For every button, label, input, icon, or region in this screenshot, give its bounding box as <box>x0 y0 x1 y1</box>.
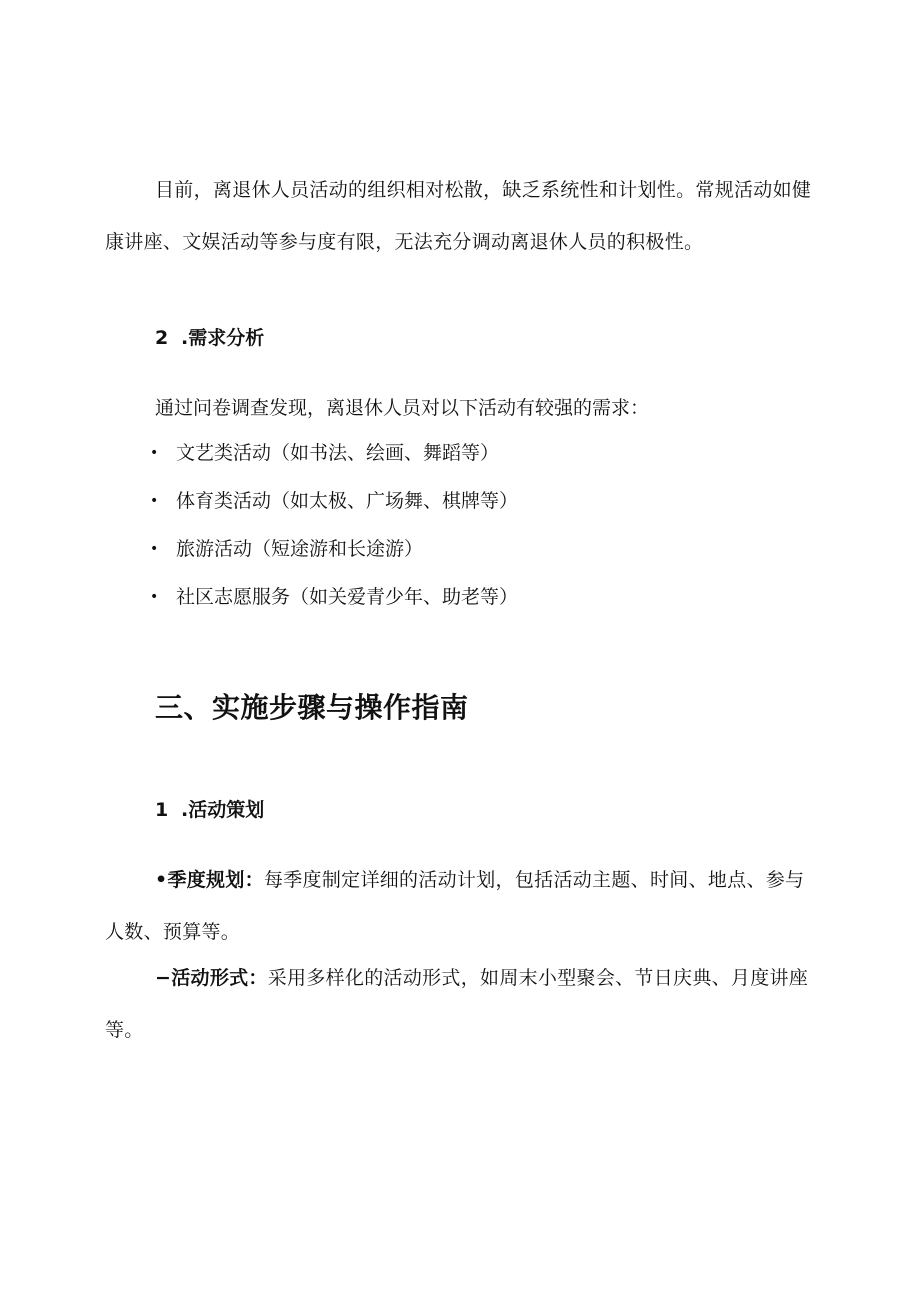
quarterly-planning-paragraph <box>105 854 817 958</box>
needs-analysis-title: .需求分析 <box>181 327 265 349</box>
chapter-heading: 三、实施步骤与操作指南 <box>155 691 469 724</box>
list-item <box>150 486 518 534</box>
activity-form-paragraph <box>105 952 817 1056</box>
quarterly-planning-label: •季度规划： <box>155 869 264 891</box>
bullet-icon: • <box>150 445 159 461</box>
list-item-text: 旅游活动（短途游和长途游） <box>176 538 424 560</box>
list-item <box>150 582 518 630</box>
activity-form-label: −活动形式： <box>155 967 268 989</box>
list-item <box>150 534 518 582</box>
list-item-text: 体育类活动（如太极、广场舞、棋牌等） <box>176 490 519 512</box>
intro-paragraph: 目前，离退休人员活动的组织相对松散，缺乏系统性和计划性。常规活动如健康讲座、文娱活动等参与度有限，无法充分调动离退休人员的积极性。 <box>105 179 812 253</box>
list-item <box>150 438 518 486</box>
list-item-text: 社区志愿服务（如关爱青少年、助老等） <box>176 586 519 608</box>
list-item-text: 文艺类活动（如书法、绘画、舞蹈等） <box>176 442 500 464</box>
needs-analysis-heading <box>155 323 264 353</box>
bullet-icon: • <box>150 589 159 605</box>
activity-form-text: 采用多样化的活动形式，如周末小型聚会、节日庆典、月度讲座等。 <box>105 967 809 1041</box>
activity-planning-heading <box>155 795 264 825</box>
activity-planning-number: 1 <box>155 799 169 821</box>
quarterly-planning-text: 每季度制定详细的活动计划，包括活动主题、时间、地点、参与人数、预算等。 <box>105 869 805 943</box>
bullet-icon: • <box>150 541 159 557</box>
bullet-icon: • <box>150 493 159 509</box>
needs-analysis-number: 2 <box>155 327 169 349</box>
needs-list <box>150 438 518 630</box>
activity-planning-title: .活动策划 <box>181 799 265 821</box>
needs-analysis-lead: 通过问卷调查发现，离退休人员对以下活动有较强的需求： <box>155 397 650 419</box>
